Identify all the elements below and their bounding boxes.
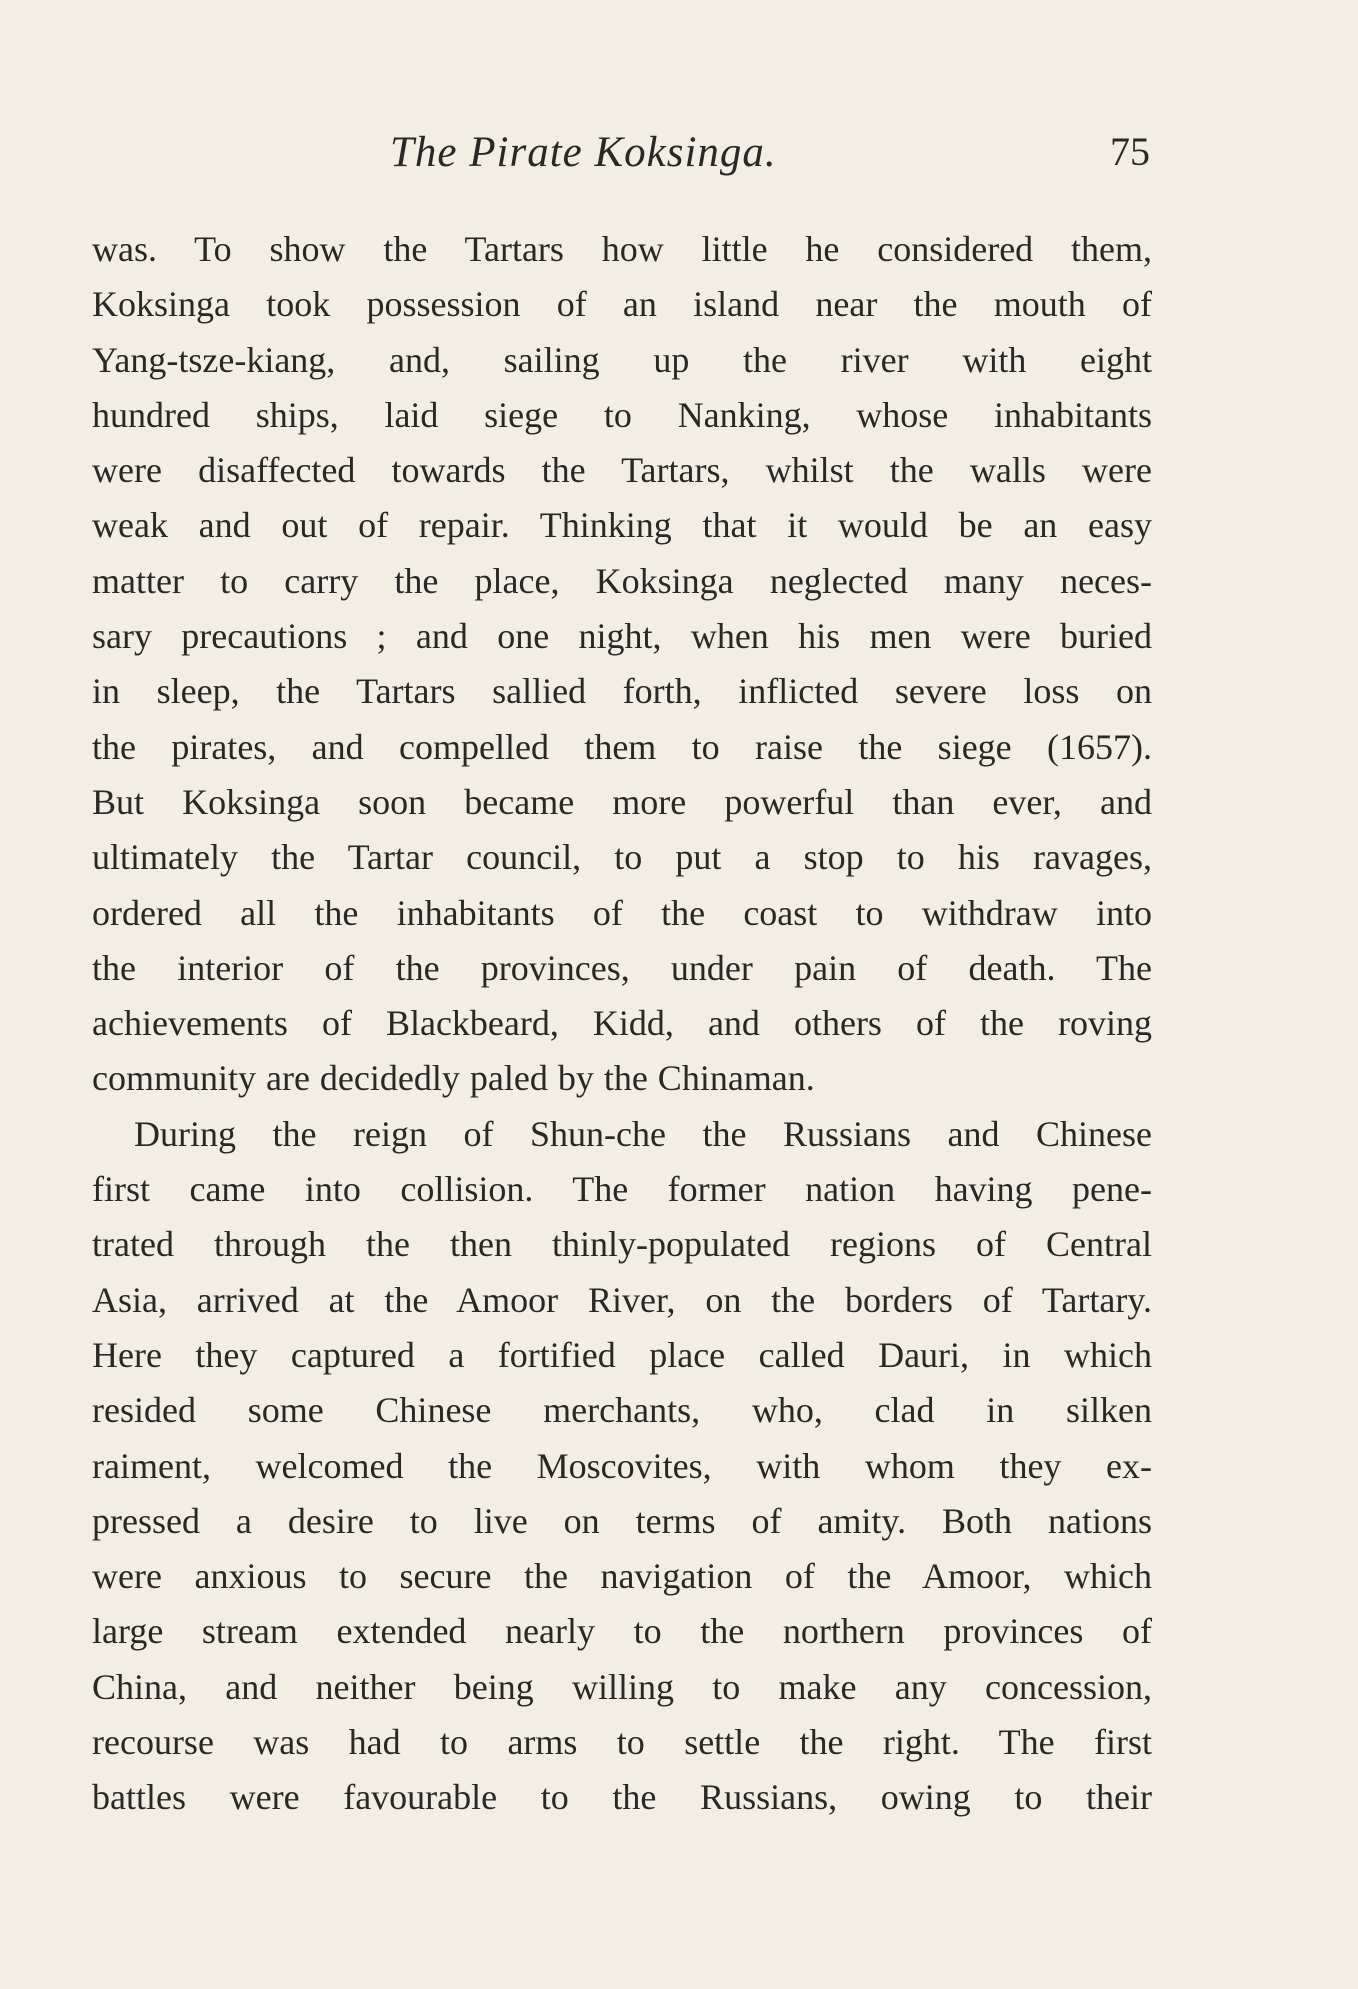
- text-line: battles were favourable to the Russians, owing to their: [92, 1777, 1152, 1818]
- text-line: raiment, welcomed the Moscovites, with whom they ex-: [92, 1445, 1152, 1486]
- text-line: Asia, arrived at the Amoor River, on the borders of Tartary.: [92, 1279, 1152, 1320]
- running-head-title: The Pirate Koksinga.: [390, 129, 777, 176]
- text-line: matter to carry the place, Koksinga neglected many neces-: [92, 560, 1152, 601]
- text-line: trated through the then thinly-populated regions of Central: [92, 1224, 1152, 1265]
- text-line: were disaffected towards the Tartars, whilst the walls were: [92, 450, 1152, 491]
- text-line: ordered all the inhabitants of the coast to withdraw into: [92, 892, 1152, 933]
- text-line: Yang-tsze-kiang, and, sailing up the river with eight: [92, 339, 1152, 380]
- text-line: first came into collision. The former nation having pene-: [92, 1169, 1152, 1210]
- text-line: was. To show the Tartars how little he considered them,: [92, 229, 1152, 269]
- text-line: the interior of the provinces, under pain of death. The: [92, 947, 1152, 988]
- text-line: Koksinga took possession of an island near the mouth of: [92, 284, 1152, 325]
- text-line: weak and out of repair. Thinking that it would be an easy: [92, 505, 1152, 546]
- text-line: achievements of Blackbeard, Kidd, and others of the roving: [92, 1003, 1152, 1044]
- body-text: [92, 222, 1152, 1826]
- text-line: large stream extended nearly to the northern provinces of: [92, 1611, 1152, 1652]
- text-line: China, and neither being willing to make any concession,: [92, 1666, 1152, 1707]
- text-line: pressed a desire to live on terms of amity. Both nations: [92, 1500, 1152, 1541]
- running-head: [90, 128, 1150, 188]
- text-line: Here they captured a fortified place called Dauri, in which: [92, 1334, 1152, 1375]
- page-number: 75: [1110, 129, 1150, 174]
- text-line: sary precautions ; and one night, when his men were buried: [92, 616, 1152, 657]
- text-line: resided some Chinese merchants, who, clad in silken: [92, 1390, 1152, 1431]
- text-line: But Koksinga soon became more powerful than ever, and: [92, 781, 1152, 822]
- text-line: ultimately the Tartar council, to put a stop to his ravages,: [92, 837, 1152, 878]
- text-line: were anxious to secure the navigation of the Amoor, which: [92, 1556, 1152, 1597]
- text-line: the pirates, and compelled them to raise the siege (1657).: [92, 726, 1152, 767]
- text-line: in sleep, the Tartars sallied forth, inflicted severe loss on: [92, 671, 1152, 712]
- text-line: community are decidedly paled by the Chinaman.: [92, 1058, 815, 1099]
- text-line: hundred ships, laid siege to Nanking, whose inhabitants: [92, 394, 1152, 435]
- text-line: During the reign of Shun-che the Russians and Chinese: [134, 1113, 1152, 1154]
- text-line: recourse was had to arms to settle the right. The first: [92, 1722, 1152, 1763]
